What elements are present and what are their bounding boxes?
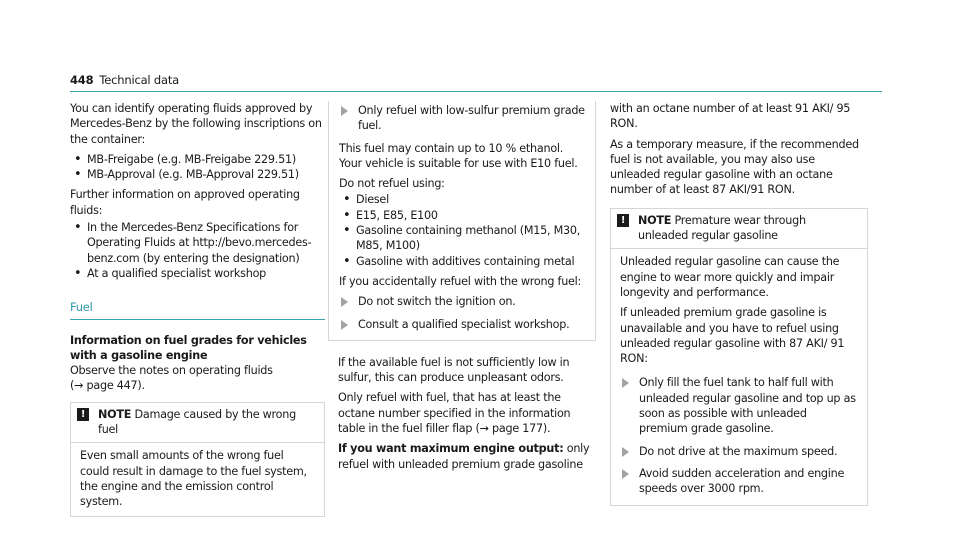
note-label: NOTE [638,213,672,227]
inscriptions-list [70,152,325,183]
note-box-wrong-fuel [70,402,325,517]
list-item: • In the Mercedes-Benz Specifications for Operating Fluids at http://bevo.mercedes-benz.com (by entering the designation) [70,220,325,266]
fuel-heading: Fuel [70,300,93,315]
instruction-step: Only fill the fuel tank to half full with unleaded regular gasoline and top up as soon as possible with unleaded premium grade gasoline. [620,375,858,436]
intro-text: You can identify operating fluids approved by Mercedes-Benz by the following inscriptions on the container: [70,102,322,146]
list-item: • Gasoline with additives containing metal [339,254,585,269]
list-item: • E15, E85, E100 [339,208,585,223]
arrow-icon [622,378,629,388]
donot-label: Do not refuel using: [339,177,445,191]
note-header [71,402,324,444]
continued-note-box [328,101,596,341]
note-body: Unleaded regular gasoline can cause the engine to wear more quickly and impair longevity and performance. If unleaded premium grade gasoline is unavailable and you have to refuel using unleaded regular gasoline with 87 AKI/ 91 RON: Only fill the fuel tank to half full with unleaded regular gasoline and top up as soon as possible with unleaded premium grade gasoline. Do not drive at the maximum speed. Avoid sudden acceleration and engine speeds over 3000 rpm. [611,249,867,504]
note-title: Damage caused by the wrong fuel [98,407,296,437]
header-rule [70,91,882,92]
section-title: Technical data [99,73,179,87]
temporary-text: As a temporary measure, if the recommended fuel is not available, you may also use unleaded regular gasoline with an octane number of at least 87 AKI/91 RON. [610,137,859,197]
observe-text: Observe the notes on operating fluids (→ page 447). [70,364,273,393]
list-item: • At a qualified specialist workshop [70,266,325,281]
list-item: • MB-Approval (e.g. MB-Approval 229.51) [70,167,325,182]
note-header [611,208,867,250]
list-item: • Gasoline containing methanol (M15, M30, M85, M100) [339,223,585,254]
instruction-step: Avoid sudden acceleration and engine speeds over 3000 rpm. [620,466,858,497]
arrow-icon [341,297,348,307]
ethanol-text: This fuel may contain up to 10 % ethanol. Your vehicle is suitable for use with E10 fuel. [339,141,578,170]
page-number: 448 [70,73,94,87]
donot-list [339,192,585,268]
arrow-icon [622,469,629,479]
arrow-icon [622,447,629,457]
page-header [70,73,179,87]
list-item: • MB-Freigabe (e.g. MB-Freigabe 229.51) [70,152,325,167]
column-3 [610,101,868,506]
column-2 [338,101,596,477]
arrow-icon [341,106,348,116]
instruction-step: Consult a qualified specialist workshop. [339,317,585,332]
instruction-step: Only refuel with low-sulfur premium grade fuel. [339,103,585,134]
note-label: NOTE [98,407,132,421]
list-item: • Diesel [339,192,585,207]
arrow-icon [341,320,348,330]
page-reference-link[interactable]: (→ page 447). [70,379,145,393]
octane-text: with an octane number of at least 91 AKI/ 95 RON. [610,102,851,131]
note-box-regular-gasoline [610,208,868,506]
insufficient-text: If the available fuel is not sufficiently low in sulfur, this can produce unpleasant odors. [338,355,570,385]
further-text: Further information on approved operating fluids: [70,188,300,217]
instruction-step: Do not drive at the maximum speed. [620,444,858,459]
further-list [70,220,325,281]
warning-icon: ! [77,408,89,421]
note-title: Premature wear through unleaded regular gasoline [638,213,806,243]
instruction-step: Do not switch the ignition on. [339,294,585,309]
warning-icon: ! [617,214,629,227]
only-refuel-text: Only refuel with fuel, that has at least the octane number specified in the information table in the fuel filler flap (→ page 177). [338,391,571,436]
note-body: Even small amounts of the wrong fuel could result in damage to the fuel system, the engine and the emission control system. [80,449,307,509]
info-heading: Information on fuel grades for vehicles with a gasoline engine [70,333,307,362]
column-1 [70,101,325,517]
accident-text: If you accidentally refuel with the wrong fuel: [339,274,582,288]
fuel-rule [70,319,325,320]
max-output-text: If you want maximum engine output: only refuel with unleaded premium grade gasoline [338,442,590,471]
